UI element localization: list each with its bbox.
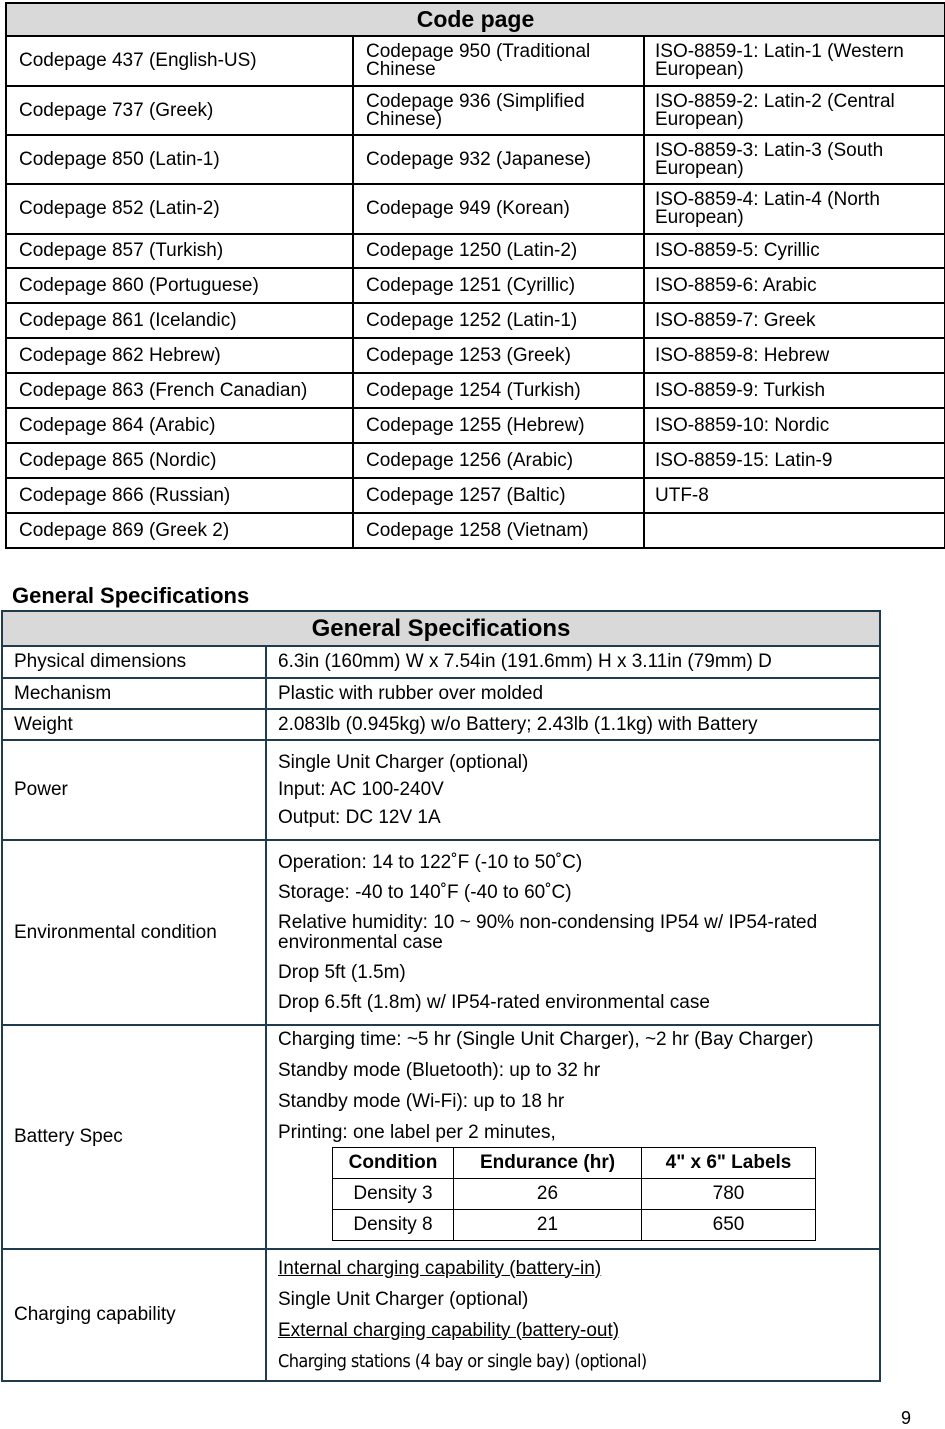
spec-value: 2.083lb (0.945kg) w/o Battery; 2.43lb (1.1kg) with Battery	[266, 709, 880, 740]
spec-line: Storage: -40 to 140˚F (-40 to 60˚C)	[278, 881, 572, 903]
battery-col-header: Endurance (hr)	[454, 1148, 642, 1179]
spec-label: Mechanism	[2, 678, 266, 709]
spec-line: Single Unit Charger (optional)	[278, 1288, 529, 1310]
spec-row-weight	[2, 709, 880, 740]
table-row	[6, 36, 945, 86]
table-cell: Codepage 437 (English-US)	[6, 36, 353, 86]
spec-value	[266, 1249, 880, 1381]
table-cell: ISO-8859-7: Greek	[644, 303, 945, 338]
battery-endurance-table	[332, 1147, 816, 1241]
spec-row-environment	[2, 840, 880, 1025]
spec-label: Power	[2, 740, 266, 840]
table-cell: ISO-8859-1: Latin-1 (Western European)	[644, 36, 945, 86]
general-specs-table	[1, 610, 881, 1382]
table-cell: UTF-8	[644, 478, 945, 513]
table-row	[6, 443, 945, 478]
spec-label: Charging capability	[2, 1249, 266, 1381]
table-cell: Codepage 1251 (Cyrillic)	[353, 268, 644, 303]
table-row	[6, 478, 945, 513]
table-cell: Codepage 861 (Icelandic)	[6, 303, 353, 338]
table-row	[6, 268, 945, 303]
spec-line: Input: AC 100-240V	[278, 778, 444, 800]
table-cell: Codepage 857 (Turkish)	[6, 234, 353, 268]
table-row	[6, 184, 945, 234]
spec-line: Drop 5ft (1.5m)	[278, 961, 406, 983]
spec-line: Printing: one label per 2 minutes,	[278, 1122, 556, 1143]
spec-value	[266, 740, 880, 840]
table-cell: ISO-8859-15: Latin-9	[644, 443, 945, 478]
table-cell: Codepage 1256 (Arabic)	[353, 443, 644, 478]
spec-line: Standby mode (Bluetooth): up to 32 hr	[278, 1060, 601, 1081]
spec-line: Relative humidity: 10 ~ 90% non-condensing IP54 w/ IP54-rated environmental case	[278, 911, 818, 953]
table-cell: Codepage 862 Hebrew)	[6, 338, 353, 373]
table-row	[333, 1179, 816, 1210]
spec-line: Operation: 14 to 122˚F (-10 to 50˚C)	[278, 851, 583, 873]
table-row	[333, 1210, 816, 1241]
spec-row-mechanism	[2, 678, 880, 709]
table-cell: Density 3	[333, 1179, 454, 1210]
table-cell: Codepage 860 (Portuguese)	[6, 268, 353, 303]
table-cell: Codepage 936 (Simplified Chinese)	[353, 86, 644, 135]
table-cell: 21	[454, 1210, 642, 1241]
page-number: 9	[900, 1408, 911, 1428]
spec-value	[266, 840, 880, 1025]
table-cell	[644, 513, 945, 548]
battery-col-header: Condition	[333, 1148, 454, 1179]
table-cell: 26	[454, 1179, 642, 1210]
battery-col-header: 4" x 6" Labels	[642, 1148, 816, 1179]
table-cell: Codepage 1254 (Turkish)	[353, 373, 644, 408]
table-cell: Codepage 864 (Arabic)	[6, 408, 353, 443]
spec-line: Charging time: ~5 hr (Single Unit Charger), ~2 hr (Bay Charger)	[278, 1029, 814, 1050]
table-cell: Codepage 1252 (Latin-1)	[353, 303, 644, 338]
spec-row-battery	[2, 1025, 880, 1249]
spec-line: Internal charging capability (battery-in)	[278, 1257, 602, 1279]
spec-line: Output: DC 12V 1A	[278, 806, 441, 828]
spec-line: Single Unit Charger (optional)	[278, 751, 529, 773]
general-specs-title: General Specifications	[2, 611, 880, 646]
table-row	[6, 338, 945, 373]
spec-row-charging	[2, 1249, 880, 1381]
general-specs-heading: General Specifications	[12, 583, 250, 608]
table-cell: Density 8	[333, 1210, 454, 1241]
table-cell: ISO-8859-4: Latin-4 (North European)	[644, 184, 945, 234]
spec-value: 6.3in (160mm) W x 7.54in (191.6mm) H x 3.11in (79mm) D	[266, 646, 880, 678]
table-cell: ISO-8859-3: Latin-3 (South European)	[644, 135, 945, 184]
table-row	[6, 408, 945, 443]
table-cell: Codepage 932 (Japanese)	[353, 135, 644, 184]
spec-value: Plastic with rubber over molded	[266, 678, 880, 709]
spec-row-power	[2, 740, 880, 840]
spec-label: Weight	[2, 709, 266, 740]
table-cell: Codepage 1258 (Vietnam)	[353, 513, 644, 548]
spec-label: Physical dimensions	[2, 646, 266, 678]
table-row	[6, 513, 945, 548]
spec-line: External charging capability (battery-out)	[278, 1319, 620, 1341]
table-cell: Codepage 852 (Latin-2)	[6, 184, 353, 234]
table-cell: Codepage 1257 (Baltic)	[353, 478, 644, 513]
spec-value	[266, 1025, 880, 1249]
table-cell: ISO-8859-8: Hebrew	[644, 338, 945, 373]
table-cell: Codepage 866 (Russian)	[6, 478, 353, 513]
table-cell: 780	[642, 1179, 816, 1210]
table-cell: Codepage 850 (Latin-1)	[6, 135, 353, 184]
table-cell: ISO-8859-2: Latin-2 (Central European)	[644, 86, 945, 135]
table-row	[6, 373, 945, 408]
spec-line: Charging stations (4 bay or single bay) (optional)	[278, 1350, 647, 1372]
table-cell: Codepage 949 (Korean)	[353, 184, 644, 234]
table-cell: Codepage 1253 (Greek)	[353, 338, 644, 373]
table-row	[6, 135, 945, 184]
codepage-title: Code page	[6, 3, 945, 36]
table-cell: Codepage 863 (French Canadian)	[6, 373, 353, 408]
spec-line: Drop 6.5ft (1.8m) w/ IP54-rated environmental case	[278, 991, 710, 1013]
table-cell: Codepage 737 (Greek)	[6, 86, 353, 135]
table-cell: 650	[642, 1210, 816, 1241]
table-cell: Codepage 869 (Greek 2)	[6, 513, 353, 548]
table-cell: ISO-8859-6: Arabic	[644, 268, 945, 303]
table-cell: ISO-8859-9: Turkish	[644, 373, 945, 408]
table-row	[6, 234, 945, 268]
table-cell: Codepage 865 (Nordic)	[6, 443, 353, 478]
table-row	[6, 303, 945, 338]
table-cell: Codepage 1250 (Latin-2)	[353, 234, 644, 268]
codepage-body	[6, 36, 945, 548]
codepage-table	[5, 2, 945, 549]
table-cell: ISO-8859-10: Nordic	[644, 408, 945, 443]
table-cell: ISO-8859-5: Cyrillic	[644, 234, 945, 268]
spec-row-physical	[2, 646, 880, 678]
table-cell: Codepage 950 (Traditional Chinese	[353, 36, 644, 86]
spec-line: Standby mode (Wi-Fi): up to 18 hr	[278, 1091, 565, 1112]
table-row	[6, 86, 945, 135]
table-cell: Codepage 1255 (Hebrew)	[353, 408, 644, 443]
spec-label: Environmental condition	[2, 840, 266, 1025]
spec-label: Battery Spec	[2, 1025, 266, 1249]
